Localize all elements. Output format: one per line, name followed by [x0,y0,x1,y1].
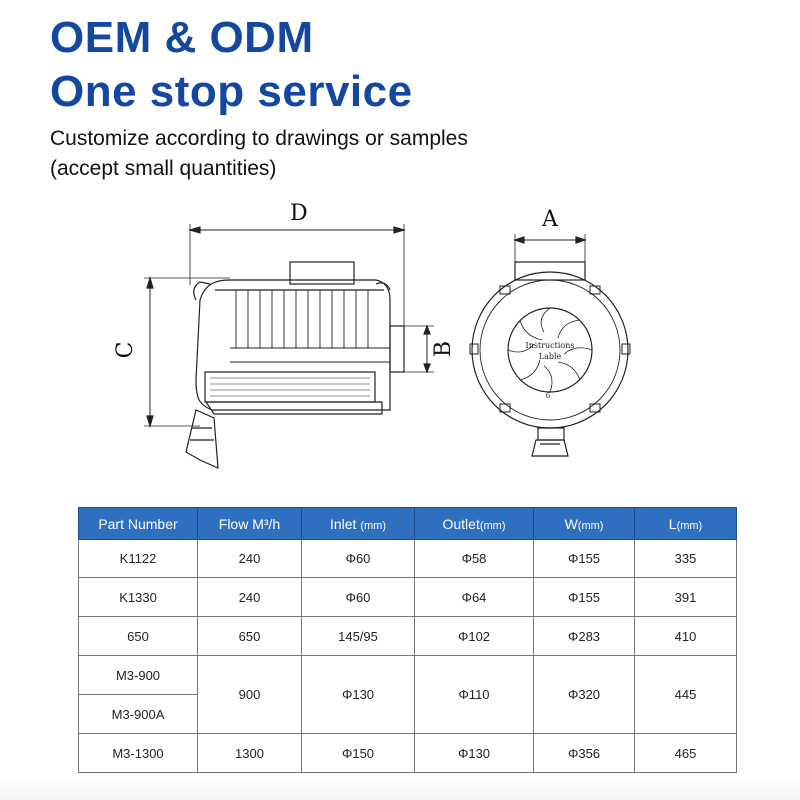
cell-outlet: Φ64 [415,578,534,617]
cell-outlet: Φ102 [415,617,534,656]
cell-part: M3-1300 [79,734,198,773]
cell-w: Φ155 [534,578,635,617]
cell-w: Φ155 [534,540,635,578]
side-view [144,224,434,468]
header-flow: Flow M³/h [198,508,302,540]
bottom-shade [0,776,800,800]
table-header-row [79,508,737,540]
cell-part: M3-900 [79,656,198,695]
table-row [79,578,737,617]
cover-text-line-1: Instructions [525,341,575,350]
table-row [79,656,737,695]
cell-part: K1122 [79,540,198,578]
housing-body [196,280,390,410]
title-line-1: OEM & ODM [50,13,314,62]
header-l: L(mm) [635,508,737,540]
cell-flow: 1300 [198,734,302,773]
label-d: D [290,201,308,226]
header-inlet: Inlet (mm) [302,508,415,540]
cell-flow: 650 [198,617,302,656]
cell-inlet: 145/95 [302,617,415,656]
cell-part: K1330 [79,578,198,617]
table-row [79,540,737,578]
housing-outer-circle [472,272,628,428]
subtitle-line-1: Customize according to drawings or samples [50,127,468,150]
header-w: W(mm) [534,508,635,540]
cover-text-line-2: Lable [538,352,562,361]
air-filter-technical-drawing [100,190,660,480]
cell-outlet: Φ58 [415,540,534,578]
header-outlet: Outlet(mm) [415,508,534,540]
label-b: B [431,340,456,358]
dust-valve [186,410,218,468]
cell-l: 465 [635,734,737,773]
front-outlet [515,262,585,280]
housing-ribs [230,290,390,362]
header-part-number: Part Number [79,508,198,540]
cell-part: M3-900A [79,695,198,734]
table-row [79,734,737,773]
cell-inlet: Φ60 [302,578,415,617]
table-row [79,617,737,656]
cell-l: 391 [635,578,737,617]
title-line-2: One stop service [50,67,413,116]
cell-l: 445 [635,656,737,734]
label-a: A [542,207,558,232]
cell-w: Φ283 [534,617,635,656]
side-mark: 6 [545,392,551,400]
inlet-pipe [390,326,404,372]
cell-flow: 900 [198,656,302,734]
cell-inlet: Φ130 [302,656,415,734]
cell-l: 335 [635,540,737,578]
cell-outlet: Φ130 [415,734,534,773]
front-dust-valve [532,440,568,456]
cell-inlet: Φ60 [302,540,415,578]
cell-w: Φ320 [534,656,635,734]
label-c: C [113,341,138,359]
cell-inlet: Φ150 [302,734,415,773]
cell-w: Φ356 [534,734,635,773]
cell-l: 410 [635,617,737,656]
cell-outlet: Φ110 [415,656,534,734]
cell-flow: 240 [198,540,302,578]
cell-part: 650 [79,617,198,656]
spec-table [78,507,737,773]
cell-flow: 240 [198,578,302,617]
outlet-stub [290,262,354,284]
filter-element [205,372,375,402]
subtitle-line-2: (accept small quantities) [50,157,277,180]
